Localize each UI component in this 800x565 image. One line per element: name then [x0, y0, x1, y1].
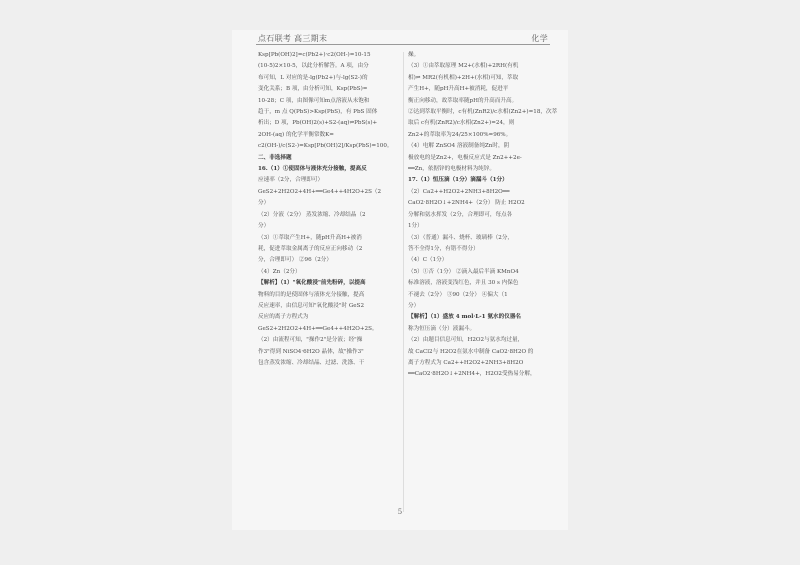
text-line: GeS2+2H2O2+4H+══Ge4++4H2O+2S（2 [258, 188, 382, 195]
text-line: 极放电的是Zn2+，电极反应式是 Zn2++2e- [408, 154, 522, 161]
text-line: 取后 c有机(ZnR2)/c水相(Zn2+)=24，则 [408, 120, 515, 127]
text-line: （4）Zn（2分） [258, 268, 301, 275]
text-line: 包含蒸发浓缩、冷却结晶、过滤、洗涤、干 [258, 359, 365, 366]
text-line: ══Zn，依据锌的电极材料为纯锌。 [408, 166, 495, 173]
header-right: 化学 [531, 34, 548, 43]
text-line: CaO2·8H2O↓+2NH4+（2分） 防止 H2O2 [408, 200, 525, 207]
header-rule [256, 44, 550, 45]
document-page [232, 30, 568, 530]
left-column [258, 50, 408, 369]
text-line: 产生H+，随pH升高H+被消耗，促进平 [408, 86, 509, 93]
text-line: (10-5)2×10-5，以此分析解答。A 项，由分 [258, 63, 369, 70]
text-line: 相)⇌ MR2(有机相)+2H+(水相)可知，萃取 [408, 74, 519, 81]
text-line: Zn2+的萃取率为24/25×100%=96%。 [408, 131, 512, 138]
text-line: 故 CaCl2与 H2O2在氨水中制备 CaO2·8H2O 的 [408, 348, 534, 355]
text-line: 燥。 [408, 52, 420, 58]
text-line: 变化关系；B 项，由分析可知，Ksp(PbS)= [258, 86, 368, 93]
text-line: （5）①否（1分） ②滴入最后半滴 KMnO4 [408, 268, 519, 275]
text-line: 标准溶液，溶液变浅红色，并且 30 s 内保色 [408, 280, 519, 287]
text-line: 2OH-(aq) 的化学平衡常数K= [258, 131, 334, 138]
text-line: 二、非选择题 [258, 154, 292, 161]
text-line: 衡正向移动，故萃取率随pH的升高而升高。 [408, 97, 518, 104]
text-line: 17.（1）恒压滴（1分）滴漏斗（1分） [408, 177, 508, 184]
text-line: 趋于，m 点 Q(PbS)>Ksp(PbS)，有 PbS 固体 [258, 109, 378, 116]
page-number: 5 [397, 508, 403, 516]
text-line: 反应速率，由信息可知"氧化酸浸"时 GeS2 [258, 302, 365, 309]
text-line: 称为恒压滴（分）液漏斗。 [408, 325, 476, 332]
text-line: Ksp[Pb(OH)2]=c(Pb2+)·c2(OH-)=10-15 [258, 52, 371, 58]
right-column [408, 50, 558, 381]
text-line: 10-28；C 项，由图像可知m点溶液从未饱和 [258, 97, 370, 104]
column-divider [403, 52, 404, 512]
text-line: 【解析】（1）盛放 4 mol·L-1 氨水的仪器名 [408, 314, 522, 321]
text-line: 分解和氨水挥发（2分，合理即可，每点各 [408, 211, 513, 218]
text-line: 16.（1）①使固体与液体充分接触，提高反 [258, 166, 367, 173]
text-line: ══CaO2·8H2O↓+2NH4+，H2O2受热易分解， [408, 371, 536, 378]
text-line: （3）①萃取产生H+，随pH升高H+被消 [258, 234, 362, 241]
text-line: （3）①由萃取原理 M2+(水相)+2RH(有机 [408, 63, 519, 70]
text-line: ②达到萃取平衡时，c有机(ZnR2)/c水相(Zn2+)=18，次萃 [408, 109, 558, 116]
text-line: （2）由题目信息可知，H2O2与氨水均过量， [408, 337, 524, 344]
text-line: 离子方程式为 Ca2++H2O2+2NH3+8H2O [408, 359, 524, 366]
text-line: 耗，促进萃取金属离子的反应正向移动（2 [258, 245, 363, 252]
text-line: 【解析】（1）"氧化酸浸"前先粉碎，以提高 [258, 280, 366, 287]
text-line: c2(OH-)/c(S2-)=Ksp[Pb(OH)2]/Ksp(PbS)=100。 [258, 143, 393, 150]
text-line: 分） [258, 223, 270, 230]
text-line: （2）Ca2++H2O2+2NH3+8H2O══ [408, 188, 510, 195]
text-line: 分） [258, 200, 270, 207]
text-line: 答不全得1分，有错不得分） [408, 245, 479, 252]
text-line: 分，合理即可） ②96（2分） [258, 257, 332, 264]
text-line: （2）由流程可知，"操作2"是分液；经"操 [258, 337, 363, 344]
text-line: （3）（普通）漏斗、烧杯、玻璃棒（2分， [408, 234, 514, 241]
text-line: 反应的离子方程式为 [258, 314, 309, 321]
text-line: （2）分液（2分） 蒸发浓缩、冷却结晶（2 [258, 211, 366, 218]
text-line: 物料的目的是使固体与液体充分接触，提高 [258, 291, 365, 298]
text-line: 不褪去（2分） ③90（2分） ④偏大（1 [408, 291, 508, 298]
text-line: 析出；D 项，Pb(OH)2(s)+S2-(aq)⇌PbS(s)+ [258, 120, 378, 127]
text-line: 分） [408, 302, 420, 309]
text-line: 布可知，L 对应的是-lg(Pb2+)与-lg(S2-)的 [258, 74, 368, 81]
text-line: （4）C（1分） [408, 257, 448, 264]
text-line: 1分） [408, 223, 423, 230]
text-line: 作3"得到 NiSO4·6H2O 晶体，故"操作3" [258, 348, 364, 355]
text-line: GeS2+2H2O2+4H+══Ge4++4H2O+2S。 [258, 325, 378, 332]
header-left: 点石联考 高三期末 [258, 34, 328, 43]
text-line: （4）电解 ZnSO4 溶液制备纯Zn时，阴 [408, 143, 510, 150]
text-line: 应速率（2分，合理即可） [258, 177, 324, 184]
